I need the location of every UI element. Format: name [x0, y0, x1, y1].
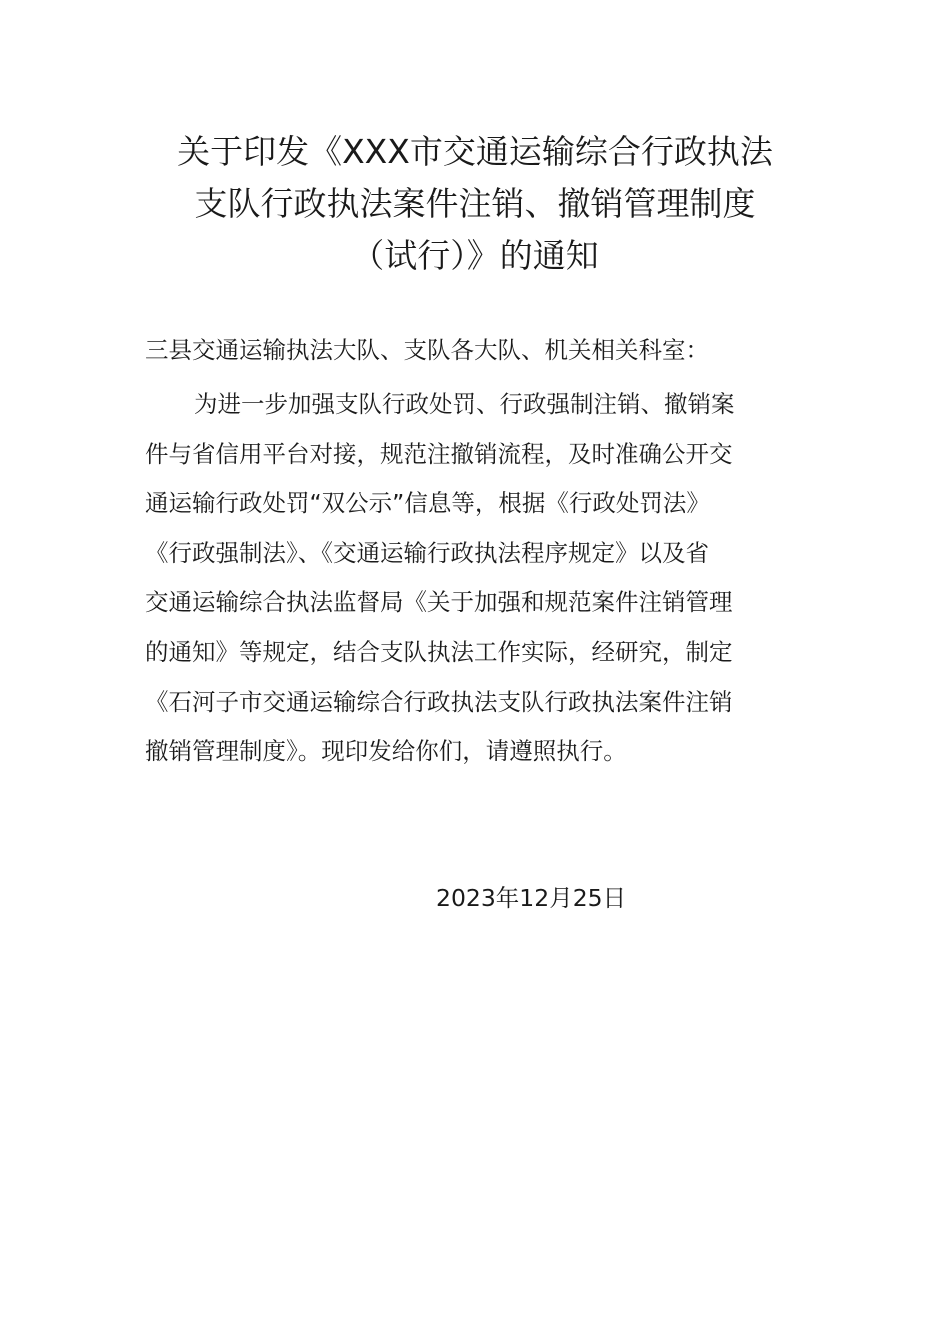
title-line: （试行）》的通知 — [351, 236, 599, 275]
body-line: 为进一步加强支队行政处罚、行政强制注销、撤销案 — [194, 390, 735, 418]
body-line: 通运输行政处罚“双公示”信息等，根据《行政处罚法》 — [145, 489, 710, 518]
salutation: 三县交通运输执法大队、支队各大队、机关相关科室： — [145, 336, 709, 364]
body-line: 《行政强制法》、《交通运输行政执法程序规定》以及省 — [145, 538, 709, 567]
title-line: 支队行政执法案件注销、撤销管理制度 — [194, 184, 756, 223]
body-line: 撤销管理制度》。现印发给你们，请遵照执行。 — [145, 737, 627, 766]
document-title — [140, 126, 810, 282]
document-date: 2023年12月25日 — [436, 884, 627, 912]
body-line: 件与省信用平台对接，规范注撤销流程，及时准确公开交 — [145, 439, 733, 468]
body-line: 交通运输综合执法监督局《关于加强和规范案件注销管理 — [145, 588, 733, 617]
body-line: 的通知》等规定，结合支队执法工作实际，经研究，制定 — [145, 637, 733, 666]
body-line: 《石河子市交通运输综合行政执法支队行政执法案件注销 — [145, 687, 733, 716]
body-paragraph — [145, 380, 810, 777]
title-line: 关于印发《XXX市交通运输综合行政执法 — [177, 132, 773, 171]
